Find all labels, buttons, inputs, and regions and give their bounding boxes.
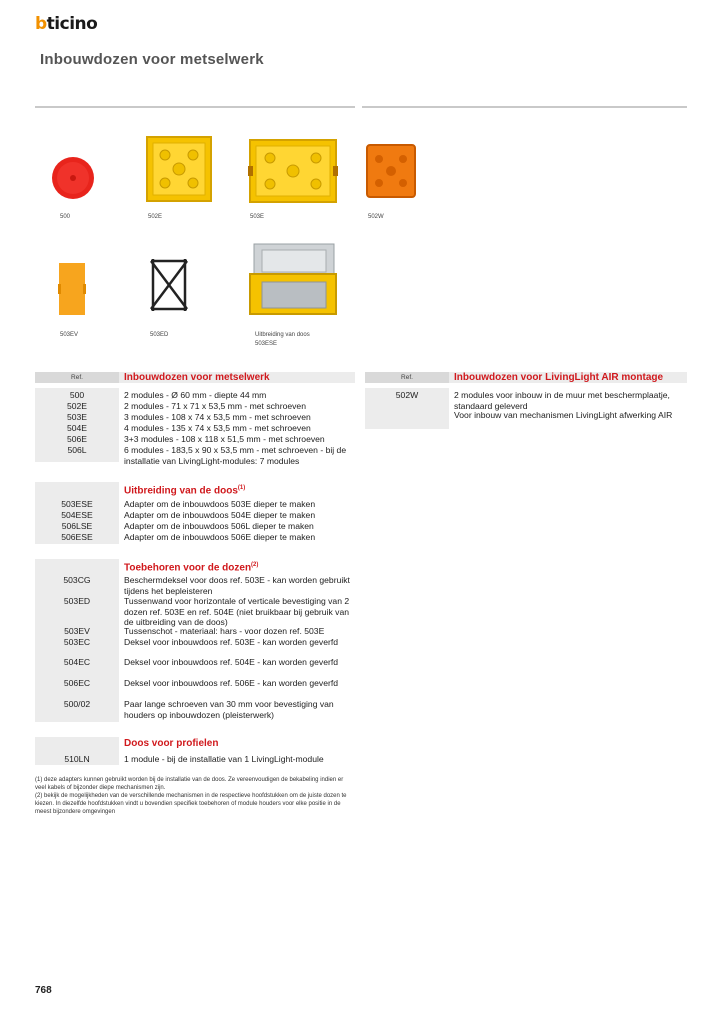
section-title-livinglight-air: Inbouwdozen voor LivingLight AIR montage bbox=[454, 372, 664, 383]
bticino-logo: bticino bbox=[35, 14, 98, 34]
section-title-metselwerk: Inbouwdozen voor metselwerk bbox=[124, 372, 270, 383]
page-number: 768 bbox=[35, 985, 52, 996]
ref-header-left: Ref. bbox=[35, 372, 119, 383]
caption-500: 500 bbox=[60, 214, 71, 220]
header-rule-left bbox=[35, 106, 355, 108]
caption-503E: 503E bbox=[250, 214, 265, 220]
product-image-502W bbox=[365, 143, 417, 199]
section-title-toebehoren: Toebehoren voor de dozen$^{(2)}$ bbox=[124, 562, 259, 574]
product-image-502E bbox=[145, 135, 213, 203]
footnotes bbox=[35, 776, 355, 816]
caption-502W: 502W bbox=[368, 214, 384, 220]
section-title-profielen: Doos voor profielen bbox=[124, 738, 219, 749]
footnote-1: (1) deze adapters kunnen gebruikt worden bij de installatie van de doos. Ze vereenvoudigen de bekabeling indien er veel kabels of bijzonder diepe mechanismen zijn. bbox=[35, 777, 344, 791]
product-image-500 bbox=[50, 155, 96, 201]
caption-503ED: 503ED bbox=[150, 332, 169, 338]
product-image-503ESE bbox=[248, 238, 338, 320]
caption-503ESE: 503ESE bbox=[255, 341, 278, 347]
ref-header-right: Ref. bbox=[365, 372, 449, 383]
caption-503ESE-label: Uitbreiding van doos bbox=[255, 332, 310, 338]
header-rule-right bbox=[362, 106, 687, 108]
page-title: Inbouwdozen voor metselwerk bbox=[40, 51, 264, 68]
product-image-503E bbox=[248, 138, 338, 204]
product-image-503EV bbox=[58, 262, 86, 316]
product-image-503ED bbox=[146, 257, 192, 313]
caption-503EV: 503EV bbox=[60, 332, 79, 338]
section-title-uitbreiding: Uitbreiding van de doos$^{(1)}$ bbox=[124, 485, 246, 497]
footnote-2: (2) bekijk de mogelijkheden van de verschillende mechanismen in de respectieve hoofdstukken om de juiste dozen te kiezen. In diezelfde hoofdstukken vindt u bovendien specifiek toebehoren of module houders voor elke positie in de meest bijzondere omgevingen bbox=[35, 793, 347, 815]
caption-502E: 502E bbox=[148, 214, 163, 220]
